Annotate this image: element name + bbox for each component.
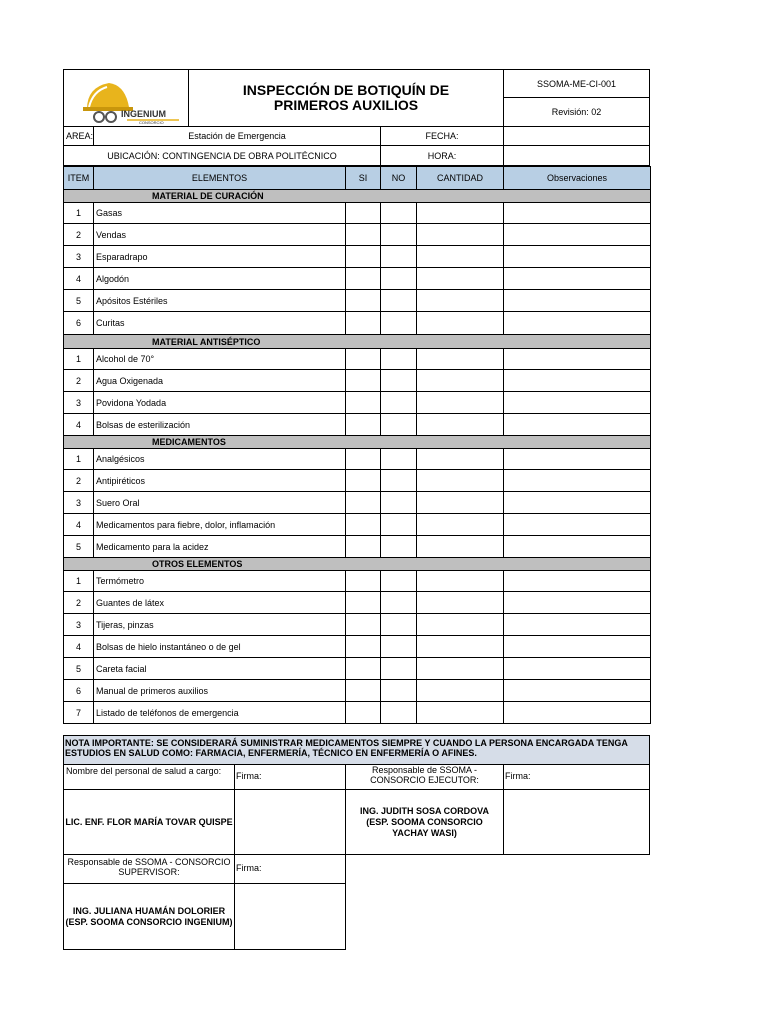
table-row xyxy=(64,203,651,224)
si-checkbox[interactable] xyxy=(346,392,381,414)
item-name: Curitas xyxy=(94,312,346,335)
fecha-label: FECHA: xyxy=(380,126,504,146)
cantidad-field[interactable] xyxy=(417,312,504,335)
ubicacion: UBICACIÓN: CONTINGENCIA DE OBRA POLITÉCNICO xyxy=(63,145,381,166)
table-row xyxy=(64,614,651,636)
table-row xyxy=(64,680,651,702)
cantidad-field[interactable] xyxy=(417,349,504,370)
no-checkbox[interactable] xyxy=(381,571,417,592)
no-checkbox[interactable] xyxy=(381,492,417,514)
ejecutor-firma-label: Firma: xyxy=(503,764,650,790)
cantidad-field[interactable] xyxy=(417,571,504,592)
page-title: INSPECCIÓN DE BOTIQUÍN DE PRIMEROS AUXILIOS xyxy=(188,69,504,127)
observaciones-field[interactable] xyxy=(504,536,651,558)
cantidad-field[interactable] xyxy=(417,536,504,558)
col-no: NO xyxy=(381,167,417,190)
cantidad-field[interactable] xyxy=(417,203,504,224)
no-checkbox[interactable] xyxy=(381,246,417,268)
section-title: MEDICAMENTOS xyxy=(64,436,651,449)
col-observaciones: Observaciones xyxy=(504,167,651,190)
item-number: 2 xyxy=(64,224,94,246)
cantidad-field[interactable] xyxy=(417,636,504,658)
table-row xyxy=(64,636,651,658)
observaciones-field[interactable] xyxy=(504,571,651,592)
table-row xyxy=(64,392,651,414)
table-row xyxy=(64,414,651,436)
si-checkbox[interactable] xyxy=(346,536,381,558)
observaciones-field[interactable] xyxy=(504,658,651,680)
section-title: OTROS ELEMENTOS xyxy=(64,558,651,571)
cantidad-field[interactable] xyxy=(417,614,504,636)
no-checkbox[interactable] xyxy=(381,470,417,492)
table-row xyxy=(64,536,651,558)
observaciones-field[interactable] xyxy=(504,470,651,492)
no-checkbox[interactable] xyxy=(381,414,417,436)
si-checkbox[interactable] xyxy=(346,370,381,392)
si-checkbox[interactable] xyxy=(346,290,381,312)
observaciones-field[interactable] xyxy=(504,636,651,658)
no-checkbox[interactable] xyxy=(381,224,417,246)
svg-text:INGENIUM: INGENIUM xyxy=(121,109,166,119)
no-checkbox[interactable] xyxy=(381,614,417,636)
table-row xyxy=(64,224,651,246)
observaciones-field[interactable] xyxy=(504,268,651,290)
checklist-body xyxy=(64,167,651,724)
cantidad-field[interactable] xyxy=(417,224,504,246)
item-number: 3 xyxy=(64,614,94,636)
fecha-field[interactable] xyxy=(503,126,650,146)
no-checkbox[interactable] xyxy=(381,592,417,614)
observaciones-field[interactable] xyxy=(504,680,651,702)
observaciones-field[interactable] xyxy=(504,349,651,370)
item-number: 6 xyxy=(64,312,94,335)
si-checkbox[interactable] xyxy=(346,470,381,492)
no-checkbox[interactable] xyxy=(381,312,417,335)
no-checkbox[interactable] xyxy=(381,392,417,414)
item-name: Bolsas de esterilización xyxy=(94,414,346,436)
table-row xyxy=(64,592,651,614)
no-checkbox[interactable] xyxy=(381,514,417,536)
no-checkbox[interactable] xyxy=(381,658,417,680)
item-name: Vendas xyxy=(94,224,346,246)
item-number: 2 xyxy=(64,592,94,614)
logo-cell xyxy=(63,69,189,127)
item-name: Esparadrapo xyxy=(94,246,346,268)
item-number: 5 xyxy=(64,536,94,558)
item-name: Algodón xyxy=(94,268,346,290)
si-checkbox[interactable] xyxy=(346,514,381,536)
observaciones-field[interactable] xyxy=(504,592,651,614)
cantidad-field[interactable] xyxy=(417,370,504,392)
table-row xyxy=(64,268,651,290)
document-code: SSOMA-ME-CI-001 xyxy=(503,69,650,98)
section-title: MATERIAL ANTISÉPTICO xyxy=(64,335,651,349)
salud-label: Nombre del personal de salud a cargo: xyxy=(63,764,235,790)
item-number: 4 xyxy=(64,514,94,536)
observaciones-field[interactable] xyxy=(504,414,651,436)
col-item: ITEM xyxy=(64,167,94,190)
item-number: 1 xyxy=(64,203,94,224)
salud-firma-label: Firma: xyxy=(234,764,346,790)
table-row xyxy=(64,514,651,536)
observaciones-field[interactable] xyxy=(504,203,651,224)
item-name: Medicamentos para fiebre, dolor, inflamación xyxy=(94,514,346,536)
checklist-table xyxy=(63,166,651,724)
observaciones-field[interactable] xyxy=(504,246,651,268)
si-checkbox[interactable] xyxy=(346,592,381,614)
table-row xyxy=(64,492,651,514)
observaciones-field[interactable] xyxy=(504,224,651,246)
table-row xyxy=(64,312,651,335)
table-row xyxy=(64,449,651,470)
table-row xyxy=(64,246,651,268)
ejecutor-signature-box[interactable] xyxy=(503,789,650,855)
item-number: 3 xyxy=(64,492,94,514)
no-checkbox[interactable] xyxy=(381,636,417,658)
si-checkbox[interactable] xyxy=(346,492,381,514)
observaciones-field[interactable] xyxy=(504,290,651,312)
area-label: AREA: xyxy=(63,126,94,146)
si-checkbox[interactable] xyxy=(346,702,381,724)
item-name: Alcohol de 70° xyxy=(94,349,346,370)
si-checkbox[interactable] xyxy=(346,680,381,702)
cantidad-field[interactable] xyxy=(417,268,504,290)
item-name: Analgésicos xyxy=(94,449,346,470)
si-checkbox[interactable] xyxy=(346,658,381,680)
si-checkbox[interactable] xyxy=(346,636,381,658)
item-name: Agua Oxigenada xyxy=(94,370,346,392)
no-checkbox[interactable] xyxy=(381,370,417,392)
hora-field[interactable] xyxy=(503,145,650,166)
item-name: Suero Oral xyxy=(94,492,346,514)
table-row xyxy=(64,470,651,492)
table-row xyxy=(64,571,651,592)
cantidad-field[interactable] xyxy=(417,680,504,702)
supervisor-name: ING. JULIANA HUAMÁN DOLORIER (ESP. SOOMA CONSORCIO INGENIUM) xyxy=(63,883,235,950)
hora-label: HORA: xyxy=(380,145,504,166)
observaciones-field[interactable] xyxy=(504,370,651,392)
item-number: 3 xyxy=(64,246,94,268)
observaciones-field[interactable] xyxy=(504,514,651,536)
item-name: Apósitos Estériles xyxy=(94,290,346,312)
ingenium-logo xyxy=(67,73,187,125)
cantidad-field[interactable] xyxy=(417,470,504,492)
observaciones-field[interactable] xyxy=(504,702,651,724)
no-checkbox[interactable] xyxy=(381,680,417,702)
si-checkbox[interactable] xyxy=(346,224,381,246)
col-elementos: ELEMENTOS xyxy=(94,167,346,190)
table-row xyxy=(64,349,651,370)
no-checkbox[interactable] xyxy=(381,349,417,370)
item-name: Gasas xyxy=(94,203,346,224)
cantidad-field[interactable] xyxy=(417,702,504,724)
supervisor-signature-box[interactable] xyxy=(234,883,346,950)
observaciones-field[interactable] xyxy=(504,312,651,335)
table-row xyxy=(64,702,651,724)
item-name: Manual de primeros auxilios xyxy=(94,680,346,702)
revision: Revisión: 02 xyxy=(503,97,650,127)
section-header-row xyxy=(64,436,651,449)
col-si: SI xyxy=(346,167,381,190)
cantidad-field[interactable] xyxy=(417,449,504,470)
no-checkbox[interactable] xyxy=(381,449,417,470)
item-name: Guantes de látex xyxy=(94,592,346,614)
important-note: NOTA IMPORTANTE: SE CONSIDERARÁ SUMINISTRAR MEDICAMENTOS SIEMPRE Y CUANDO LA PERSONA ENCARGADA TENGA ESTUDIOS EN SALUD COMO: FARMACIA, ENFERMERÍA, TÉCNICO EN ENFERMERÍA O AFINES. xyxy=(63,735,650,765)
item-name: Careta facial xyxy=(94,658,346,680)
si-checkbox[interactable] xyxy=(346,268,381,290)
observaciones-field[interactable] xyxy=(504,492,651,514)
no-checkbox[interactable] xyxy=(381,702,417,724)
item-name: Antipiréticos xyxy=(94,470,346,492)
section-header-row xyxy=(64,190,651,203)
si-checkbox[interactable] xyxy=(346,614,381,636)
cantidad-field[interactable] xyxy=(417,246,504,268)
section-header-row xyxy=(64,335,651,349)
item-name: Bolsas de hielo instantáneo o de gel xyxy=(94,636,346,658)
column-header-row xyxy=(64,167,651,190)
cantidad-field[interactable] xyxy=(417,514,504,536)
item-number: 4 xyxy=(64,268,94,290)
salud-signature-box[interactable] xyxy=(234,789,346,855)
si-checkbox[interactable] xyxy=(346,312,381,335)
item-number: 3 xyxy=(64,392,94,414)
supervisor-firma-label: Firma: xyxy=(234,854,346,884)
item-name: Tijeras, pinzas xyxy=(94,614,346,636)
observaciones-field[interactable] xyxy=(504,449,651,470)
item-number: 5 xyxy=(64,658,94,680)
col-cantidad: CANTIDAD xyxy=(417,167,504,190)
supervisor-label: Responsable de SSOMA - CONSORCIO SUPERVISOR: xyxy=(63,854,235,884)
item-name: Povidona Yodada xyxy=(94,392,346,414)
item-number: 2 xyxy=(64,370,94,392)
cantidad-field[interactable] xyxy=(417,290,504,312)
item-name: Listado de teléfonos de emergencia xyxy=(94,702,346,724)
item-number: 1 xyxy=(64,349,94,370)
table-row xyxy=(64,658,651,680)
item-name: Medicamento para la acidez xyxy=(94,536,346,558)
item-number: 4 xyxy=(64,414,94,436)
item-number: 5 xyxy=(64,290,94,312)
table-row xyxy=(64,290,651,312)
si-checkbox[interactable] xyxy=(346,449,381,470)
table-row xyxy=(64,370,651,392)
no-checkbox[interactable] xyxy=(381,203,417,224)
cantidad-field[interactable] xyxy=(417,592,504,614)
salud-name: LIC. ENF. FLOR MARÍA TOVAR QUISPE xyxy=(63,789,235,855)
cantidad-field[interactable] xyxy=(417,492,504,514)
svg-text:CONSORCIO: CONSORCIO xyxy=(139,120,164,125)
item-number: 7 xyxy=(64,702,94,724)
item-name: Termómetro xyxy=(94,571,346,592)
cantidad-field[interactable] xyxy=(417,392,504,414)
si-checkbox[interactable] xyxy=(346,203,381,224)
section-title: MATERIAL DE CURACIÓN xyxy=(64,190,651,203)
area-value[interactable]: Estación de Emergencia xyxy=(93,126,381,146)
no-checkbox[interactable] xyxy=(381,290,417,312)
section-header-row xyxy=(64,558,651,571)
si-checkbox[interactable] xyxy=(346,246,381,268)
no-checkbox[interactable] xyxy=(381,268,417,290)
ejecutor-name: ING. JUDITH SOSA CORDOVA (ESP. SOOMA CONSORCIO YACHAY WASI) xyxy=(345,789,504,855)
cantidad-field[interactable] xyxy=(417,658,504,680)
ejecutor-label: Responsable de SSOMA - CONSORCIO EJECUTOR: xyxy=(345,764,504,790)
si-checkbox[interactable] xyxy=(346,349,381,370)
item-number: 2 xyxy=(64,470,94,492)
item-number: 4 xyxy=(64,636,94,658)
si-checkbox[interactable] xyxy=(346,571,381,592)
no-checkbox[interactable] xyxy=(381,536,417,558)
cantidad-field[interactable] xyxy=(417,414,504,436)
observaciones-field[interactable] xyxy=(504,614,651,636)
si-checkbox[interactable] xyxy=(346,414,381,436)
observaciones-field[interactable] xyxy=(504,392,651,414)
item-number: 1 xyxy=(64,449,94,470)
item-number: 6 xyxy=(64,680,94,702)
item-number: 1 xyxy=(64,571,94,592)
